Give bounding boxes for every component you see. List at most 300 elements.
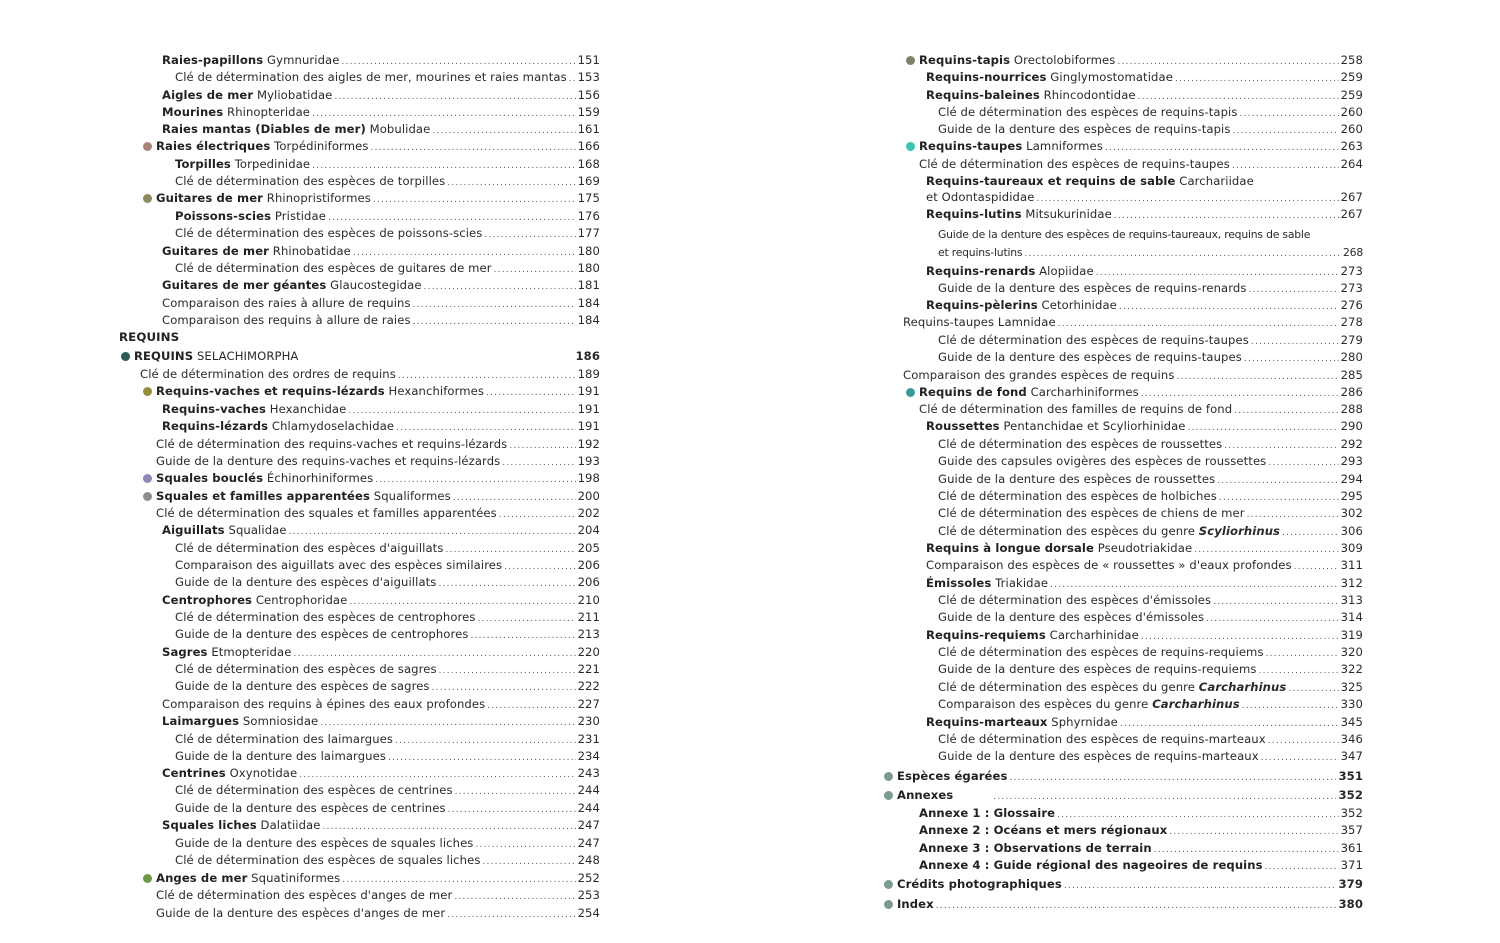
page-number: 361 [1340, 841, 1363, 855]
page-number: 285 [1340, 368, 1363, 382]
toc-entry[interactable] [919, 840, 1363, 857]
page-number: 279 [1340, 333, 1363, 347]
page-number: 347 [1340, 749, 1363, 763]
toc-entry[interactable] [175, 678, 600, 695]
page-number: 176 [577, 209, 600, 223]
page-number: 290 [1340, 419, 1363, 433]
page-number: 259 [1340, 70, 1363, 84]
scientific-name: Clé de détermination des espèces de torpilles [175, 174, 446, 188]
toc-entry-title [156, 453, 500, 470]
toc-entry[interactable] [897, 787, 1363, 804]
common-name: Annexe 3 : Observations de terrain [919, 841, 1152, 855]
toc-entry[interactable] [162, 644, 600, 661]
toc-entry-title [919, 822, 1167, 839]
page-number: 379 [1338, 877, 1363, 891]
scientific-name: Carcharhiniformes [1026, 385, 1139, 399]
scientific-name: Clé de détermination des espèces de sagres [175, 662, 437, 676]
common-name: Sagres [162, 645, 208, 659]
toc-entry-title [919, 840, 1152, 857]
page-number: 221 [577, 662, 600, 676]
toc-entry[interactable] [162, 401, 600, 418]
common-name: Requins-requiems [926, 628, 1046, 642]
scientific-name: Squatiniformes [247, 871, 341, 885]
common-name: Mourines [162, 105, 224, 119]
toc-entry-title [175, 173, 445, 190]
toc-entry-title [162, 765, 297, 782]
scientific-name: Clé de détermination des espèces d'émissoles [938, 593, 1212, 607]
toc-entry[interactable] [938, 349, 1363, 366]
leader-dots [396, 420, 575, 437]
toc-entry-title [175, 731, 393, 748]
toc-entry[interactable] [938, 453, 1363, 470]
leader-dots [1024, 246, 1341, 263]
toc-entry-title [938, 121, 1231, 138]
page-number: 204 [577, 523, 600, 537]
toc-entry[interactable] [162, 696, 600, 713]
toc-entry-title [903, 314, 1056, 331]
leader-dots [1244, 351, 1339, 368]
toc-entry[interactable] [926, 714, 1363, 731]
scientific-name: Clé de détermination des espèces de requins-tapis [938, 105, 1238, 119]
toc-entry[interactable] [175, 540, 600, 557]
page-number: 244 [577, 783, 600, 797]
toc-entry[interactable] [156, 190, 600, 207]
page-number: 311 [1340, 558, 1363, 572]
toc-entry[interactable] [919, 138, 1363, 155]
toc-entry[interactable] [162, 713, 600, 730]
toc-entry[interactable] [919, 401, 1363, 418]
page-number: 292 [1340, 437, 1363, 451]
page-number: 198 [577, 471, 600, 485]
scientific-name: Guide de la denture des espèces de requins-requiems [938, 662, 1257, 676]
page-number: 177 [577, 226, 600, 240]
page-number: 276 [1340, 298, 1363, 312]
page-number: 230 [577, 714, 600, 728]
page-number: 295 [1340, 489, 1363, 503]
page-number: 156 [577, 88, 600, 102]
toc-entry-title [175, 748, 386, 765]
toc-entry-title [938, 696, 1240, 713]
page-number: 267 [1340, 207, 1363, 221]
bullet-dot-icon [906, 56, 915, 65]
leader-dots [1259, 663, 1339, 680]
toc-entry-title [162, 644, 291, 661]
toc-entry[interactable] [162, 52, 600, 69]
page-number: 184 [577, 313, 600, 327]
toc-entry[interactable] [156, 383, 600, 400]
bullet-dot-icon [121, 352, 130, 361]
toc-entry[interactable] [897, 768, 1363, 785]
page-number: 267 [1340, 190, 1363, 204]
page-number: 243 [577, 766, 600, 780]
toc-entry-title [919, 156, 1230, 173]
scientific-name: Centrophoridae [252, 593, 348, 607]
scientific-name: Échinorhiniformes [263, 471, 374, 485]
toc-entry[interactable] [162, 765, 600, 782]
page-number: 180 [577, 261, 600, 275]
toc-entry-title [175, 678, 430, 695]
page-number: 263 [1340, 139, 1363, 153]
scientific-name: SELACHIMORPHA [193, 349, 299, 363]
page-number: 288 [1340, 402, 1363, 416]
scientific-name: Myliobatidae [253, 88, 333, 102]
toc-entry-title [162, 418, 394, 435]
leader-dots [486, 385, 576, 402]
toc-entry[interactable] [175, 626, 600, 643]
toc-entry[interactable] [897, 876, 1363, 893]
toc-entry[interactable] [140, 366, 600, 383]
toc-entry[interactable] [175, 609, 600, 626]
common-name: Poissons-scies [175, 209, 272, 223]
common-name: Requins-taupes [919, 139, 1023, 153]
toc-entry-title [926, 263, 1094, 280]
toc-entry[interactable] [175, 835, 600, 852]
toc-entry-title [162, 696, 485, 713]
toc-entry-title [938, 280, 1246, 297]
toc-entry[interactable] [938, 436, 1363, 453]
common-name: Requins-lutins [926, 207, 1022, 221]
toc-entry[interactable] [938, 523, 1363, 540]
toc-entry[interactable] [134, 348, 600, 365]
toc-entry[interactable] [938, 226, 1363, 243]
leader-dots [1294, 559, 1339, 576]
toc-entry-title [162, 592, 347, 609]
toc-entry[interactable] [926, 206, 1363, 223]
common-name: Annexe 1 : Glossaire [919, 806, 1056, 820]
common-name: Requins-vaches [162, 402, 266, 416]
common-name: Squales et familles apparentées [156, 489, 370, 503]
toc-entry[interactable] [903, 314, 1363, 331]
toc-entry-title [162, 104, 310, 121]
leader-dots [1261, 750, 1339, 767]
scientific-name: Glaucostegidae [326, 278, 422, 292]
toc-entry[interactable] [175, 69, 600, 86]
genus-name: Carcharhinus [1198, 680, 1287, 694]
leader-dots [1114, 208, 1339, 225]
page-number: 286 [1340, 385, 1363, 399]
toc-entry[interactable] [919, 52, 1363, 69]
common-name: Requins-renards [926, 264, 1036, 278]
leader-dots [432, 680, 576, 697]
scientific-name: Ginglymostomatidae [1046, 70, 1173, 84]
page-number: 293 [1340, 454, 1363, 468]
leader-dots [1058, 316, 1339, 333]
toc-entry[interactable] [162, 418, 600, 435]
scientific-name: et requins-lutins [938, 246, 1023, 259]
scientific-name: Torpedinidae [230, 157, 311, 171]
page-number: 264 [1340, 157, 1363, 171]
toc-entry[interactable] [926, 69, 1363, 86]
scientific-name: Guide de la denture des espèces de sagres [175, 679, 430, 693]
toc-entry[interactable] [926, 540, 1363, 557]
scientific-name: Clé de détermination des squales et familles apparentées [156, 506, 497, 520]
scientific-name: Somniosidae [239, 714, 319, 728]
page-number: 151 [577, 53, 600, 67]
toc-entry[interactable] [156, 488, 600, 505]
toc-entry[interactable] [938, 121, 1363, 138]
toc-entry-title [919, 857, 1263, 874]
toc-entry-title [897, 768, 1008, 785]
toc-entry[interactable] [175, 260, 600, 277]
scientific-name: Guide de la denture des espèces de requins-renards [938, 281, 1247, 295]
common-name: Laimargues [162, 714, 240, 728]
scientific-name: Dalatiidae [256, 818, 321, 832]
common-name: Requins à longue dorsale [926, 541, 1094, 555]
page-number: 220 [577, 645, 600, 659]
toc-entry-title [175, 557, 502, 574]
toc-entry[interactable] [156, 905, 600, 922]
common-name: Squales liches [162, 818, 257, 832]
leader-dots [1105, 140, 1339, 157]
page-number: 278 [1340, 315, 1363, 329]
scientific-name: Cetorhinidae [1037, 298, 1117, 312]
toc-entry[interactable] [175, 661, 600, 678]
scientific-name: Mitsukurinidae [1021, 207, 1112, 221]
toc-entry-title [938, 332, 1249, 349]
toc-entry-title [175, 208, 326, 225]
common-name: Requins-lézards [162, 419, 269, 433]
page-number: 306 [1340, 524, 1363, 538]
toc-entry[interactable] [897, 896, 1363, 913]
toc-entry-title [926, 627, 1139, 644]
toc-entry[interactable] [919, 805, 1363, 822]
page-number: 312 [1340, 576, 1363, 590]
page-number: 192 [577, 437, 600, 451]
toc-entry[interactable] [938, 505, 1363, 522]
scientific-name: Comparaison des requins à allure de raies [162, 313, 411, 327]
scientific-name: Clé de détermination des ordres de requins [140, 367, 396, 381]
toc-entry-title [938, 104, 1238, 121]
common-name: Squales bouclés [156, 471, 264, 485]
scientific-name: Clé de détermination des espèces de requins-requiems [938, 645, 1264, 659]
scientific-name: Clé de détermination des espèces de requins-marteaux [938, 732, 1266, 746]
page-number: 254 [577, 906, 600, 920]
toc-entry[interactable] [938, 244, 1363, 261]
common-name: Aiguillats [162, 523, 225, 537]
scientific-name: Clé de détermination des espèces du genre [938, 680, 1199, 694]
page-number: 202 [577, 506, 600, 520]
toc-entry[interactable] [175, 800, 600, 817]
page-number: 227 [577, 697, 600, 711]
scientific-name: Rhinopristiformes [263, 191, 371, 205]
toc-entry[interactable] [919, 822, 1363, 839]
toc-entry-title [156, 190, 371, 207]
toc-entry[interactable] [938, 679, 1363, 696]
common-name: Index [897, 897, 934, 911]
toc-entry[interactable] [156, 138, 600, 155]
toc-entry[interactable] [175, 782, 600, 799]
toc-entry-title [175, 574, 436, 591]
toc-entry[interactable] [938, 661, 1363, 678]
scientific-name: Clé de détermination des espèces d'aiguillats [175, 541, 444, 555]
toc-entry[interactable] [175, 557, 600, 574]
toc-entry[interactable] [938, 280, 1363, 297]
scientific-name: Squaliformes [369, 489, 451, 503]
toc-entry[interactable] [938, 332, 1363, 349]
toc-entry[interactable] [156, 870, 600, 887]
toc-entry-title [175, 156, 310, 173]
common-name: Raies mantas (Diables de mer) [162, 122, 366, 136]
toc-entry[interactable] [175, 208, 600, 225]
toc-entry[interactable] [938, 748, 1363, 765]
bullet-dot-icon [143, 874, 152, 883]
leader-dots [370, 140, 575, 157]
toc-entry-title [156, 870, 340, 887]
page-number: 273 [1340, 264, 1363, 278]
toc-entry[interactable] [926, 557, 1363, 574]
toc-entry-title [175, 782, 453, 799]
toc-entry[interactable] [162, 312, 600, 329]
page-number: 322 [1340, 662, 1363, 676]
toc-entry[interactable] [156, 470, 600, 487]
scientific-name: Clé de détermination des familles de requins de fond [919, 402, 1233, 416]
bullet-dot-icon [906, 142, 915, 151]
page-number: 159 [577, 105, 600, 119]
scientific-name: Guide de la denture des espèces de requins-tapis [938, 122, 1231, 136]
toc-entry[interactable] [175, 225, 600, 242]
toc-entry[interactable] [162, 522, 600, 539]
toc-entry[interactable] [175, 748, 600, 765]
toc-entry[interactable] [903, 367, 1363, 384]
leader-dots [1268, 455, 1338, 472]
scientific-name: Rhinobatidae [269, 244, 351, 258]
page-number: 213 [577, 627, 600, 641]
scientific-name: Hexanchiformes [384, 384, 485, 398]
bullet-dot-icon [884, 900, 893, 909]
toc-entry[interactable] [175, 156, 600, 173]
toc-entry-title [162, 817, 320, 834]
scientific-name: Pseudotriakidae [1093, 541, 1193, 555]
toc-entry[interactable] [926, 297, 1363, 314]
page-number: 309 [1340, 541, 1363, 555]
page-number: 280 [1340, 350, 1363, 364]
toc-entry-title [162, 243, 351, 260]
common-name: Raies électriques [156, 139, 271, 153]
toc-entry-title [926, 297, 1117, 314]
toc-entry-title [162, 522, 287, 539]
page-number: 184 [577, 296, 600, 310]
toc-entry[interactable] [175, 173, 600, 190]
toc-entry[interactable] [156, 436, 600, 453]
scientific-name: Hexanchidae [265, 402, 347, 416]
toc-entry[interactable] [162, 295, 600, 312]
toc-entry[interactable] [162, 87, 600, 104]
toc-entry[interactable] [156, 505, 600, 522]
scientific-name: Clé de détermination des espèces de squales liches [175, 853, 481, 867]
toc-entry-title [938, 523, 1280, 540]
toc-entry-title [919, 805, 1055, 822]
leader-dots [1169, 824, 1338, 841]
toc-entry[interactable] [919, 156, 1363, 173]
leader-dots [1010, 770, 1337, 787]
leader-dots [484, 227, 575, 244]
page-number: 352 [1340, 806, 1363, 820]
toc-entry[interactable] [156, 887, 600, 904]
leader-dots [1064, 878, 1337, 895]
toc-entry[interactable] [938, 644, 1363, 661]
common-name: Annexe 4 : Guide régional des nageoires de requins [919, 858, 1263, 872]
page-number: 252 [577, 871, 600, 885]
scientific-name: Guide de la denture des espèces d'anges de mer [156, 906, 446, 920]
toc-entry[interactable] [926, 627, 1363, 644]
common-name: REQUINS [119, 330, 180, 344]
scientific-name: Rhincodontidae [1039, 88, 1136, 102]
toc-entry[interactable] [162, 277, 600, 294]
leader-dots [454, 889, 575, 906]
toc-entry[interactable] [938, 471, 1363, 488]
toc-entry-title [938, 226, 1310, 243]
scientific-name: Mobulidae [365, 122, 431, 136]
toc-entry[interactable] [926, 87, 1363, 104]
page-number: 153 [577, 70, 600, 84]
toc-entry[interactable] [938, 592, 1363, 609]
scientific-name: Rhinopteridae [223, 105, 311, 119]
toc-entry-title [938, 609, 1204, 626]
toc-entry[interactable] [926, 418, 1363, 435]
toc-entry[interactable] [926, 173, 1363, 190]
toc-entry[interactable] [938, 609, 1363, 626]
toc-entry[interactable] [919, 857, 1363, 874]
toc-entry-title [175, 835, 473, 852]
toc-entry[interactable] [938, 731, 1363, 748]
scientific-name: Comparaison des grandes espèces de requins [903, 368, 1175, 382]
toc-entry[interactable] [926, 263, 1363, 280]
page-number: 166 [577, 139, 600, 153]
page-number: 320 [1340, 645, 1363, 659]
genus-name: Scyliorhinus [1198, 524, 1281, 538]
toc-entry[interactable] [926, 189, 1363, 206]
toc-entry[interactable] [919, 384, 1363, 401]
toc-entry-title [938, 488, 1217, 505]
toc-entry-title [162, 312, 411, 329]
toc-entry-title [938, 644, 1264, 661]
toc-entry-title [175, 540, 443, 557]
common-name: Espèces égarées [897, 769, 1008, 783]
toc-entry[interactable] [162, 592, 600, 609]
page-number: 253 [577, 888, 600, 902]
scientific-name: Clé de détermination des requins-vaches et requins-lézards [156, 437, 508, 451]
leader-dots [373, 192, 576, 209]
toc-entry-title [175, 69, 567, 86]
toc-entry[interactable] [162, 121, 600, 138]
scientific-name: Alopiidae [1035, 264, 1094, 278]
toc-entry-title [926, 540, 1192, 557]
toc-entry[interactable] [938, 696, 1363, 713]
toc-entry[interactable] [175, 731, 600, 748]
toc-entry[interactable] [938, 488, 1363, 505]
toc-entry[interactable] [119, 329, 600, 346]
scientific-name: Clé de détermination des espèces de requins-taupes [919, 157, 1230, 171]
leader-dots [1265, 859, 1339, 876]
page-number: 302 [1340, 506, 1363, 520]
toc-entry[interactable] [162, 104, 600, 121]
toc-entry-title [156, 505, 497, 522]
toc-entry[interactable] [162, 817, 600, 834]
toc-entry[interactable] [162, 243, 600, 260]
page-number: 161 [577, 122, 600, 136]
page-number: 193 [577, 454, 600, 468]
toc-entry-title [938, 436, 1222, 453]
toc-entry[interactable] [175, 574, 600, 591]
toc-entry[interactable] [156, 453, 600, 470]
common-name: Aigles de mer [162, 88, 254, 102]
leader-dots [1206, 611, 1338, 628]
page-number: 247 [577, 818, 600, 832]
toc-entry[interactable] [926, 575, 1363, 592]
toc-entry-title [162, 87, 332, 104]
toc-entry[interactable] [175, 852, 600, 869]
toc-entry[interactable] [938, 104, 1363, 121]
